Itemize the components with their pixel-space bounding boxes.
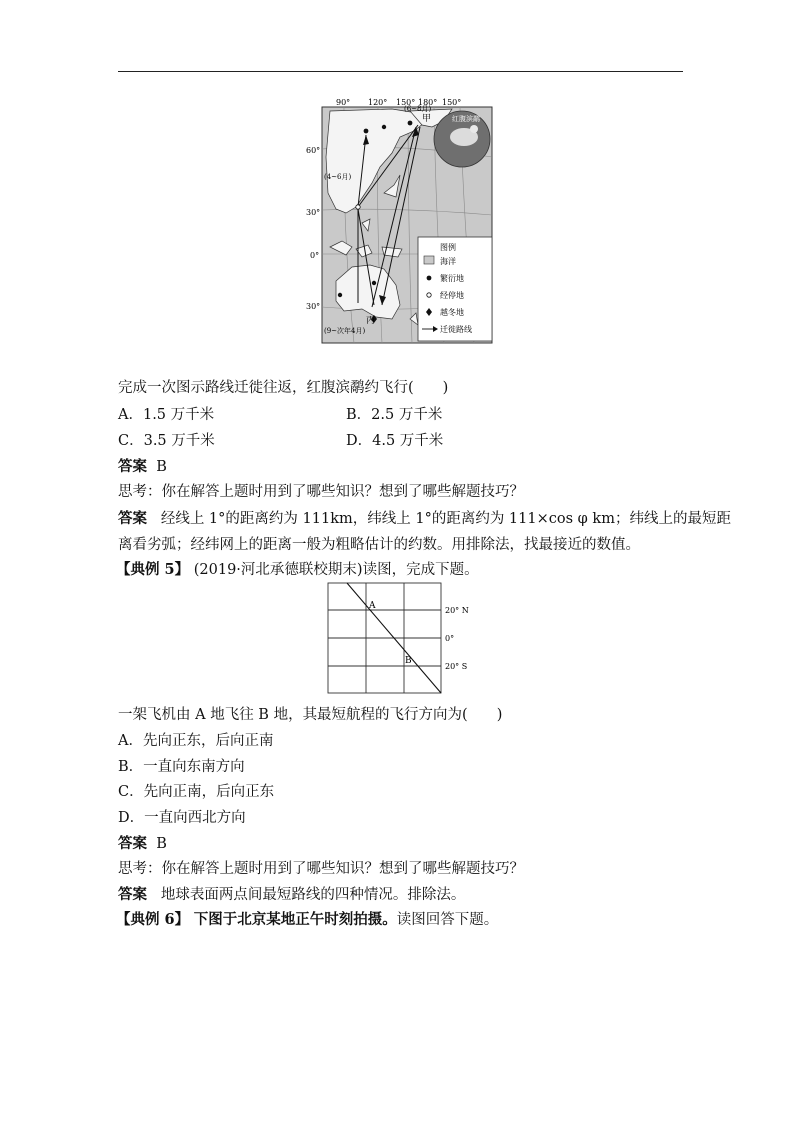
lat-label-30n: 30° [306,208,321,217]
header-rule [118,71,683,72]
q4-explain-line1: 经线上 1°的距离约为 111km，纬线上 1°的距离约为 111×cos φ km；纬线上的最短距 [160,511,731,527]
ex5-header [116,560,479,580]
lat-label-60: 60° [306,146,321,155]
ex6-tag: 【典例 6】 [116,911,190,928]
ex6-header [116,910,498,930]
lat-label-equator: 0° [445,634,455,643]
period-yi: (4~6月) [324,173,352,181]
q4-answer: B [156,459,167,475]
ex5-option-d: D．一直向西北方向 [118,810,246,826]
ex5-explain-row [118,885,465,905]
q4-explain-label: 答案 [118,510,147,527]
ex5-answer: B [156,836,167,852]
q4-option-c: C．3.5 万千米 [118,433,215,449]
lat-label-20n: 20° N [445,606,469,615]
lon-label-90: 90° [336,98,351,107]
point-a-label: A [369,601,376,611]
ex5-think: 思考：你在解答上题时用到了哪些知识？想到了哪些解题技巧？ [118,861,524,877]
q4-answer-label: 答案 [118,458,147,475]
legend-route: 迁徙路线 [440,325,472,334]
lon-label-150: 150° [396,98,416,107]
q4-explain-row [118,509,731,529]
legend-breeding: 繁衍地 [440,274,464,283]
ex6-text-rest: 读图回答下题。 [396,912,499,928]
ex5-stem: 一架飞机由 A 地飞往 B 地，其最短航程的飞行方向为( ) [118,707,503,723]
period-jia: (6~8月) [404,105,432,113]
ex5-explain: 地球表面两点间最短路线的四种情况。排除法。 [160,887,466,903]
ex5-answer-label: 答案 [118,835,147,852]
ex5-answer-row [118,834,167,854]
photo-caption: 红腹滨鹬 [452,115,480,123]
place-bing: 丙 [366,316,376,326]
lat-label-30s: 30° [306,302,321,311]
lon-label-120: 120° [368,98,388,107]
ex5-explain-label: 答案 [118,886,147,903]
place-jia: 甲 [422,114,432,124]
legend-wintering: 越冬地 [440,308,464,317]
q4-think: 思考：你在解答上题时用到了哪些知识？想到了哪些解题技巧？ [118,484,524,500]
migration-map [306,97,494,345]
q4-option-d: D．4.5 万千米 [346,433,444,449]
legend-ocean: 海洋 [440,257,456,266]
point-b-label: B [405,656,412,666]
ex5-option-c: C．先向正南，后向正东 [118,784,275,800]
lat-label-20s: 20° S [445,662,468,671]
ex5-option-b: B．一直向东南方向 [118,759,245,775]
graticule-diagram [327,582,477,696]
ex5-tag: 【典例 5】 [116,561,190,578]
lat-label-0: 0° [310,251,320,260]
legend-title: 图例 [440,243,456,252]
q4-stem: 完成一次图示路线迁徙往返，红腹滨鹬约飞行( ) [118,380,449,396]
ex5-source: (2019·河北承德联校期末)读图，完成下题。 [193,562,479,578]
ex6-text-bold: 下图于北京某地正午时刻拍摄。 [193,911,397,928]
period-bing: (9~次年4月) [324,327,366,335]
lon-label-180: 180° [418,98,438,107]
ex5-option-a: A．先向正东，后向正南 [118,733,274,749]
q4-answer-row [118,457,167,477]
q4-explain-line2: 离看劣弧；经纬网上的距离一般为粗略估计的约数。用排除法，找最接近的数值。 [118,537,640,553]
lon-label-150w: 150° [442,98,462,107]
q4-option-b: B．2.5 万千米 [346,407,443,423]
q4-option-a: A．1.5 万千米 [118,407,215,423]
legend-stopover: 经停地 [440,291,464,300]
